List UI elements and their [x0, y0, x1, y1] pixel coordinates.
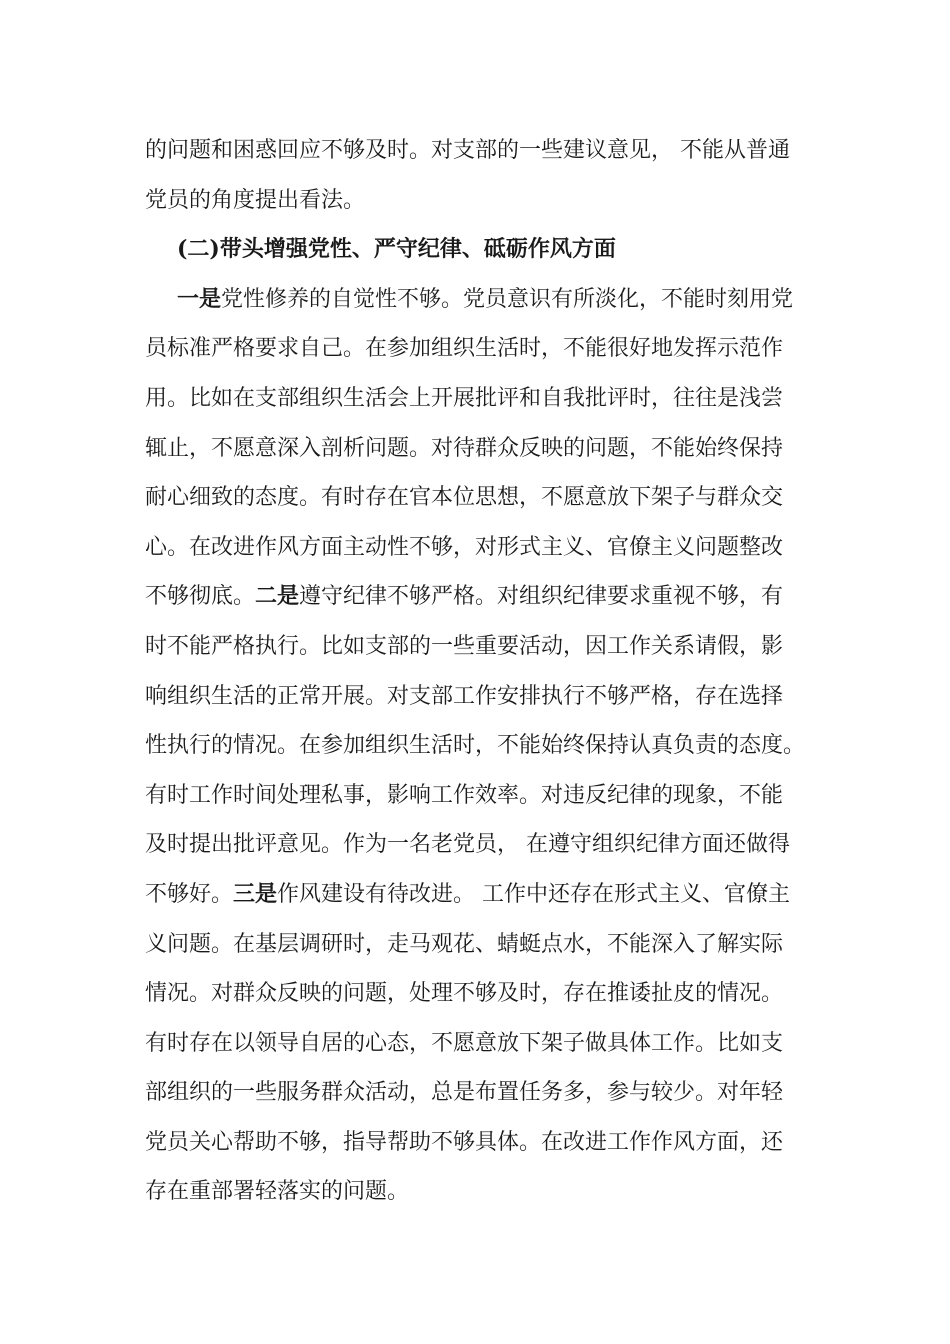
- text-segment: 性执行的情况。在参加组织生活时，不能始终保持认真负责的态度。: [145, 733, 806, 759]
- text-segment: 党员的角度提出看法。: [145, 187, 366, 213]
- text-line: [145, 424, 825, 474]
- text-segment: 员标准严格要求自己。在参加组织生活时，不能很好地发挥示范作: [145, 336, 784, 362]
- text-segment: 义问题。在基层调研时，走马观花、蜻蜓点水，不能深入了解实际: [145, 931, 784, 957]
- text-line: [145, 870, 825, 920]
- bold-text-segment: (二)带头增强党性、严守纪律、砥砺作风方面: [177, 236, 616, 263]
- text-line: [145, 1118, 825, 1168]
- text-segment: 心。在改进作风方面主动性不够，对形式主义、官僚主义问题整改: [145, 534, 784, 560]
- text-segment: 存在重部署轻落实的问题。: [145, 1179, 410, 1205]
- section-heading: [145, 225, 825, 275]
- text-line: [145, 374, 825, 424]
- text-line: [145, 1167, 825, 1217]
- bold-text-segment: 三是: [233, 880, 278, 907]
- text-segment: 遵守纪律不够严格。对组织纪律要求重视不够，有: [299, 584, 784, 610]
- text-line: [145, 176, 825, 226]
- text-line: [145, 820, 825, 870]
- text-segment: 不够彻底。: [145, 584, 256, 610]
- text-line: [145, 324, 825, 374]
- text-segment: 党性修养的自觉性不够。党员意识有所淡化，不能时刻用党: [221, 286, 794, 312]
- text-segment: 有时工作时间处理私事，影响工作效率。对违反纪律的现象，不能: [145, 782, 784, 808]
- text-line: [145, 1019, 825, 1069]
- text-line: [145, 771, 825, 821]
- bold-text-segment: 二是: [255, 583, 300, 610]
- text-segment: 党员关心帮助不够，指导帮助不够具体。在改进工作作风方面，还: [145, 1129, 784, 1155]
- text-line: [145, 572, 825, 622]
- text-segment: 辄止，不愿意深入剖析问题。对待群众反映的问题，不能始终保持: [145, 435, 784, 461]
- text-line: [145, 672, 825, 722]
- text-segment: 的问题和困惑回应不够及时。对支部的一些建议意见， 不能从普通: [145, 138, 790, 163]
- text-line: [145, 1068, 825, 1118]
- text-segment: 有时存在以领导自居的心态，不愿意放下架子做具体工作。比如支: [145, 1030, 784, 1056]
- text-segment: 部组织的一些服务群众活动，总是布置任务多，参与较少。对年轻: [145, 1080, 784, 1106]
- text-line: [145, 523, 825, 573]
- text-line: [145, 920, 825, 970]
- text-line: [145, 721, 825, 771]
- text-segment: 不够好。: [145, 881, 234, 907]
- text-segment: 及时提出批评意见。作为一名老党员， 在遵守组织纪律方面还做得: [145, 832, 790, 858]
- text-line: [145, 126, 825, 176]
- text-segment: 情况。对群众反映的问题，处理不够及时，存在推诿扯皮的情况。: [145, 981, 784, 1007]
- document-body: [145, 126, 825, 1217]
- text-segment: 时不能严格执行。比如支部的一些重要活动，因工作关系请假，影: [145, 633, 784, 659]
- text-line: [145, 622, 825, 672]
- text-segment: 耐心细致的态度。有时存在官本位思想，不愿意放下架子与群众交: [145, 485, 784, 511]
- text-line: [145, 275, 825, 325]
- text-line: [145, 969, 825, 1019]
- text-segment: 响组织生活的正常开展。对支部工作安排执行不够严格，存在选择: [145, 683, 784, 709]
- text-segment: 作风建设有待改进。 工作中还存在形式主义、官僚主: [277, 881, 791, 907]
- bold-text-segment: 一是: [177, 285, 222, 312]
- text-segment: 用。比如在支部组织生活会上开展批评和自我批评时，往往是浅尝: [145, 385, 784, 411]
- text-line: [145, 473, 825, 523]
